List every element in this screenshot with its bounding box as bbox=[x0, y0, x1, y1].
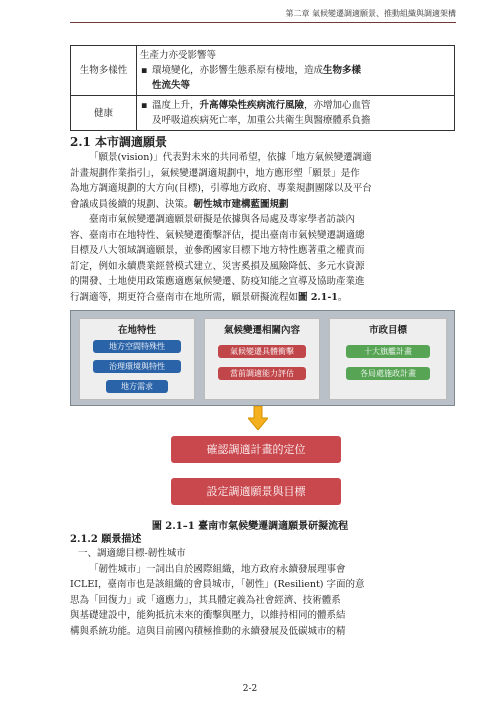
climate-content-box bbox=[204, 318, 320, 400]
list-item: 及呼吸道疾病死亡率，加重公共衛生與醫療體系負擔 bbox=[152, 115, 371, 126]
list-item: 性流失等 bbox=[152, 80, 191, 91]
diagram-item: 氣候變遷具體衝擊 bbox=[218, 345, 306, 358]
chapter-title: 第二章 氣候變遷調適願景、推動組織與調適架構 bbox=[285, 9, 456, 18]
box-title: 在地特性 bbox=[117, 325, 156, 336]
flow-diagram bbox=[70, 310, 455, 406]
diagram-item: 地方需求 bbox=[106, 380, 168, 393]
figure-caption: 圖 2.1–1 臺南市氣候變遷調適願景研擬流程 bbox=[151, 521, 349, 532]
diagram-item: 治理環境與特性 bbox=[93, 360, 181, 373]
subsection-heading: 2.1.2 願景描述 bbox=[70, 534, 142, 545]
header-rule bbox=[70, 22, 456, 23]
diagram-item: 十大旗艦計畫 bbox=[346, 345, 430, 358]
down-arrow-icon bbox=[248, 406, 268, 430]
step-confirm-positioning: 確認調適計畫的定位 bbox=[171, 436, 341, 463]
list-item: ▪ 環境變化，亦影響生態系原有棲地，造成生物多樣 bbox=[141, 65, 362, 76]
vision-paragraph: 「願景(vision)」代表對未來的共同希望，依據「地方氣候變遷調適 計畫規劃作業指引」，氣候變遷調適規劃中，地方應形塑「願景」是作 為地方調適規劃的大方向(目標)，引導地方政府、專業規劃團隊以及平台 會議成員後續的規劃、決策。韌性城市建構藍圖規劃 bbox=[70, 152, 372, 210]
city-goals-box bbox=[329, 318, 447, 400]
page-header bbox=[0, 8, 500, 26]
list-item: 生產力亦受影響等 bbox=[140, 50, 217, 61]
box-title: 氣候變遷相關內容 bbox=[223, 325, 300, 336]
process-paragraph: 臺南市氣候變遷調適願景研擬是依據與各局處及專家學者訪談內 容、臺南市在地特性、氣候變遷衝擊評估，提出臺南市氣候變遷調適總 目標及八大領域調適願景，並參酌國家目標下地方特性應著重之權責而 訂定，例如永續農業經營模式建立、災害奚損及風險降低、多元水資源 的開發、土地使用政策應適應氣候變遷、防疫知能之宣導及協助產業進 行調適等，期更符合臺南市在地所需，願景研擬流程如圖 2.1-1。 bbox=[70, 214, 365, 303]
table-content-cell bbox=[137, 96, 455, 131]
bullet-icon: ▪ bbox=[141, 100, 148, 111]
diagram-item: 各局處施政計畫 bbox=[346, 367, 430, 380]
table-category-cell: 生物多樣性 bbox=[71, 46, 137, 96]
impact-table bbox=[70, 45, 455, 131]
step-set-vision: 設定調適願景與目標 bbox=[171, 478, 341, 505]
local-characteristics-box bbox=[79, 318, 195, 400]
page-number: 2-2 bbox=[242, 684, 258, 694]
box-title: 市政目標 bbox=[368, 325, 407, 336]
bullet-icon: ▪ bbox=[141, 65, 148, 76]
diagram-item: 地方空間特殊性 bbox=[93, 340, 181, 353]
list-item: ▪ 溫度上升，升高傳染性疾病流行風險，亦增加心血管 bbox=[141, 100, 371, 111]
resilience-paragraph: 一、調適總目標-韌性城市 「韌性城市」一詞出自於國際組織，地方政府永續發展理事會 ICLEI，臺南市也是該組織的會員城市，「韌性」(Resilient) 字面的意 思為「回復力」或「適應力」，其具體定義為社會經濟、技術體系 與基礎建設中，能夠抵抗未來的衝擊與壓力，以維持相同的體系結 構與系統功能。這與目前國內積極推動的永續發展及低碳城市的精 bbox=[70, 548, 365, 637]
diagram-item: 當前調適能力評估 bbox=[218, 367, 306, 380]
table-category-cell: 健康 bbox=[71, 96, 137, 131]
table-content-cell bbox=[137, 46, 455, 96]
section-heading: 2.1 本市調適願景 bbox=[70, 135, 168, 149]
table-row bbox=[71, 96, 455, 131]
table-row bbox=[71, 46, 455, 96]
